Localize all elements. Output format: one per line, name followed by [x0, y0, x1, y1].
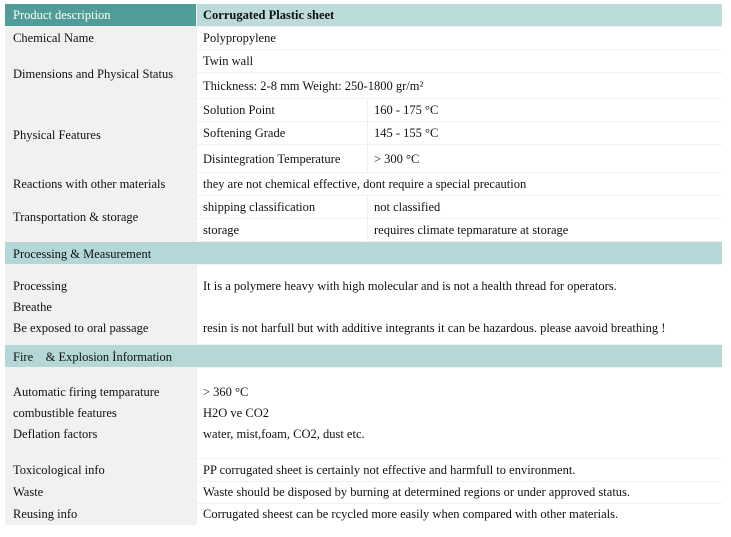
transport-value: not classified: [374, 200, 441, 214]
table-row: [5, 50, 722, 98]
row-value-cell: [197, 173, 722, 195]
breathe-label: Breathe: [13, 300, 52, 314]
table-header-row: [5, 4, 722, 26]
toxicological-label: Toxicological info: [13, 463, 105, 477]
header-product-description: Product description: [13, 8, 111, 22]
section-title: Processing & Measurement: [13, 247, 152, 261]
reusing-label: Reusing info: [13, 507, 78, 521]
table-row: [5, 368, 722, 458]
header-left-cell: [5, 4, 196, 26]
combustible-features-label: combustible features: [13, 406, 117, 420]
row-label-cell: [5, 368, 196, 458]
reactions-value: they are not chemical effective, dont require a special precaution: [203, 177, 527, 191]
row-value-cell: [197, 368, 722, 458]
deflation-factors-value: water, mist,foam, CO2, dust etc.: [203, 427, 365, 441]
row-label-cell: [5, 50, 196, 98]
header-product-name: Corrugated Plastic sheet: [203, 8, 335, 22]
feature-name: Softening Grade: [203, 126, 286, 140]
chemical-name-label: Chemical Name: [13, 31, 94, 45]
feature-name: Disintegration Temperature: [203, 152, 341, 166]
table-row: [5, 482, 722, 503]
transport-name-cell: [197, 219, 367, 241]
dimensions-label: Dimensions and Physical Status: [13, 67, 174, 81]
feature-value: 145 - 155 °C: [374, 126, 439, 140]
row-value-cell: [197, 73, 722, 98]
row-value-cell: [197, 482, 722, 503]
deflation-factors-label: Deflation factors: [13, 427, 98, 441]
firing-temperature-value: > 360 °C: [203, 385, 249, 399]
oral-passage-label: Be exposed to oral passage: [13, 321, 149, 335]
feature-value-cell: [368, 145, 722, 172]
table-row: [5, 459, 722, 481]
transport-label: Transportation & storage: [13, 210, 139, 224]
row-label-cell: [5, 504, 196, 525]
table-row: [5, 27, 722, 49]
header-right-cell: [197, 4, 722, 26]
feature-value: 160 - 175 °C: [374, 103, 439, 117]
feature-name-cell: [197, 145, 367, 172]
reactions-label: Reactions with other materials: [13, 177, 166, 191]
transport-value: requires climate tepmarature at storage: [374, 223, 569, 237]
table-row: [5, 173, 722, 195]
feature-name-cell: [197, 122, 367, 144]
firing-temperature-label: Automatic firing temparature: [13, 385, 160, 399]
row-label-cell: [5, 27, 196, 49]
transport-value-cell: [368, 219, 722, 241]
feature-name: Solution Point: [203, 103, 275, 117]
transport-value-cell: [368, 196, 722, 218]
row-value-cell: [197, 27, 722, 49]
table-row: [5, 504, 722, 525]
reusing-value: Corrugated sheest can be rcycled more easily when compared with other materials.: [203, 507, 619, 521]
combustible-features-value: H2O ve CO2: [203, 406, 269, 420]
transport-name: shipping classification: [203, 200, 316, 214]
breathing-value: resin is not harfull but with additive integrants it can be hazardous. please aavoid breathing !: [203, 321, 666, 335]
row-value-cell: [197, 459, 722, 481]
product-spec-table: [5, 4, 722, 525]
row-label-cell: [5, 173, 196, 195]
processing-value: It is a polymere heavy with high molecular and is not a health thread for operators.: [203, 279, 617, 293]
transport-name-cell: [197, 196, 367, 218]
row-label-cell: [5, 99, 196, 172]
table-row: [5, 196, 722, 241]
table-row: [5, 265, 722, 344]
feature-value: > 300 °C: [374, 152, 420, 166]
waste-label: Waste: [13, 485, 44, 499]
section-header-fire: [5, 345, 722, 367]
row-value-cell: [197, 50, 722, 72]
physical-features-label: Physical Features: [13, 128, 101, 142]
dimensions-value-thickness: Thickness: 2-8 mm Weight: 250-1800 gr/m²: [203, 79, 424, 93]
section-header-processing: [5, 242, 722, 264]
row-value-cell: [197, 504, 722, 525]
table-row: [5, 99, 722, 172]
row-label-cell: [5, 196, 196, 241]
row-label-cell: [5, 482, 196, 503]
transport-name: storage: [203, 223, 240, 237]
toxicological-value: PP corrugated sheet is certainly not effective and harmfull to environment.: [203, 463, 576, 477]
feature-value-cell: [368, 99, 722, 121]
feature-name-cell: [197, 99, 367, 121]
row-label-cell: [5, 459, 196, 481]
dimensions-value-wall: Twin wall: [203, 54, 254, 68]
chemical-name-value: Polypropylene: [203, 31, 276, 45]
feature-value-cell: [368, 122, 722, 144]
processing-label: Processing: [13, 279, 68, 293]
section-title: Fire & Explosion İnformation: [13, 350, 173, 364]
waste-value: Waste should be disposed by burning at determined regions or under approved status.: [203, 485, 631, 499]
row-label-cell: [5, 265, 196, 344]
row-value-cell: [197, 265, 722, 344]
